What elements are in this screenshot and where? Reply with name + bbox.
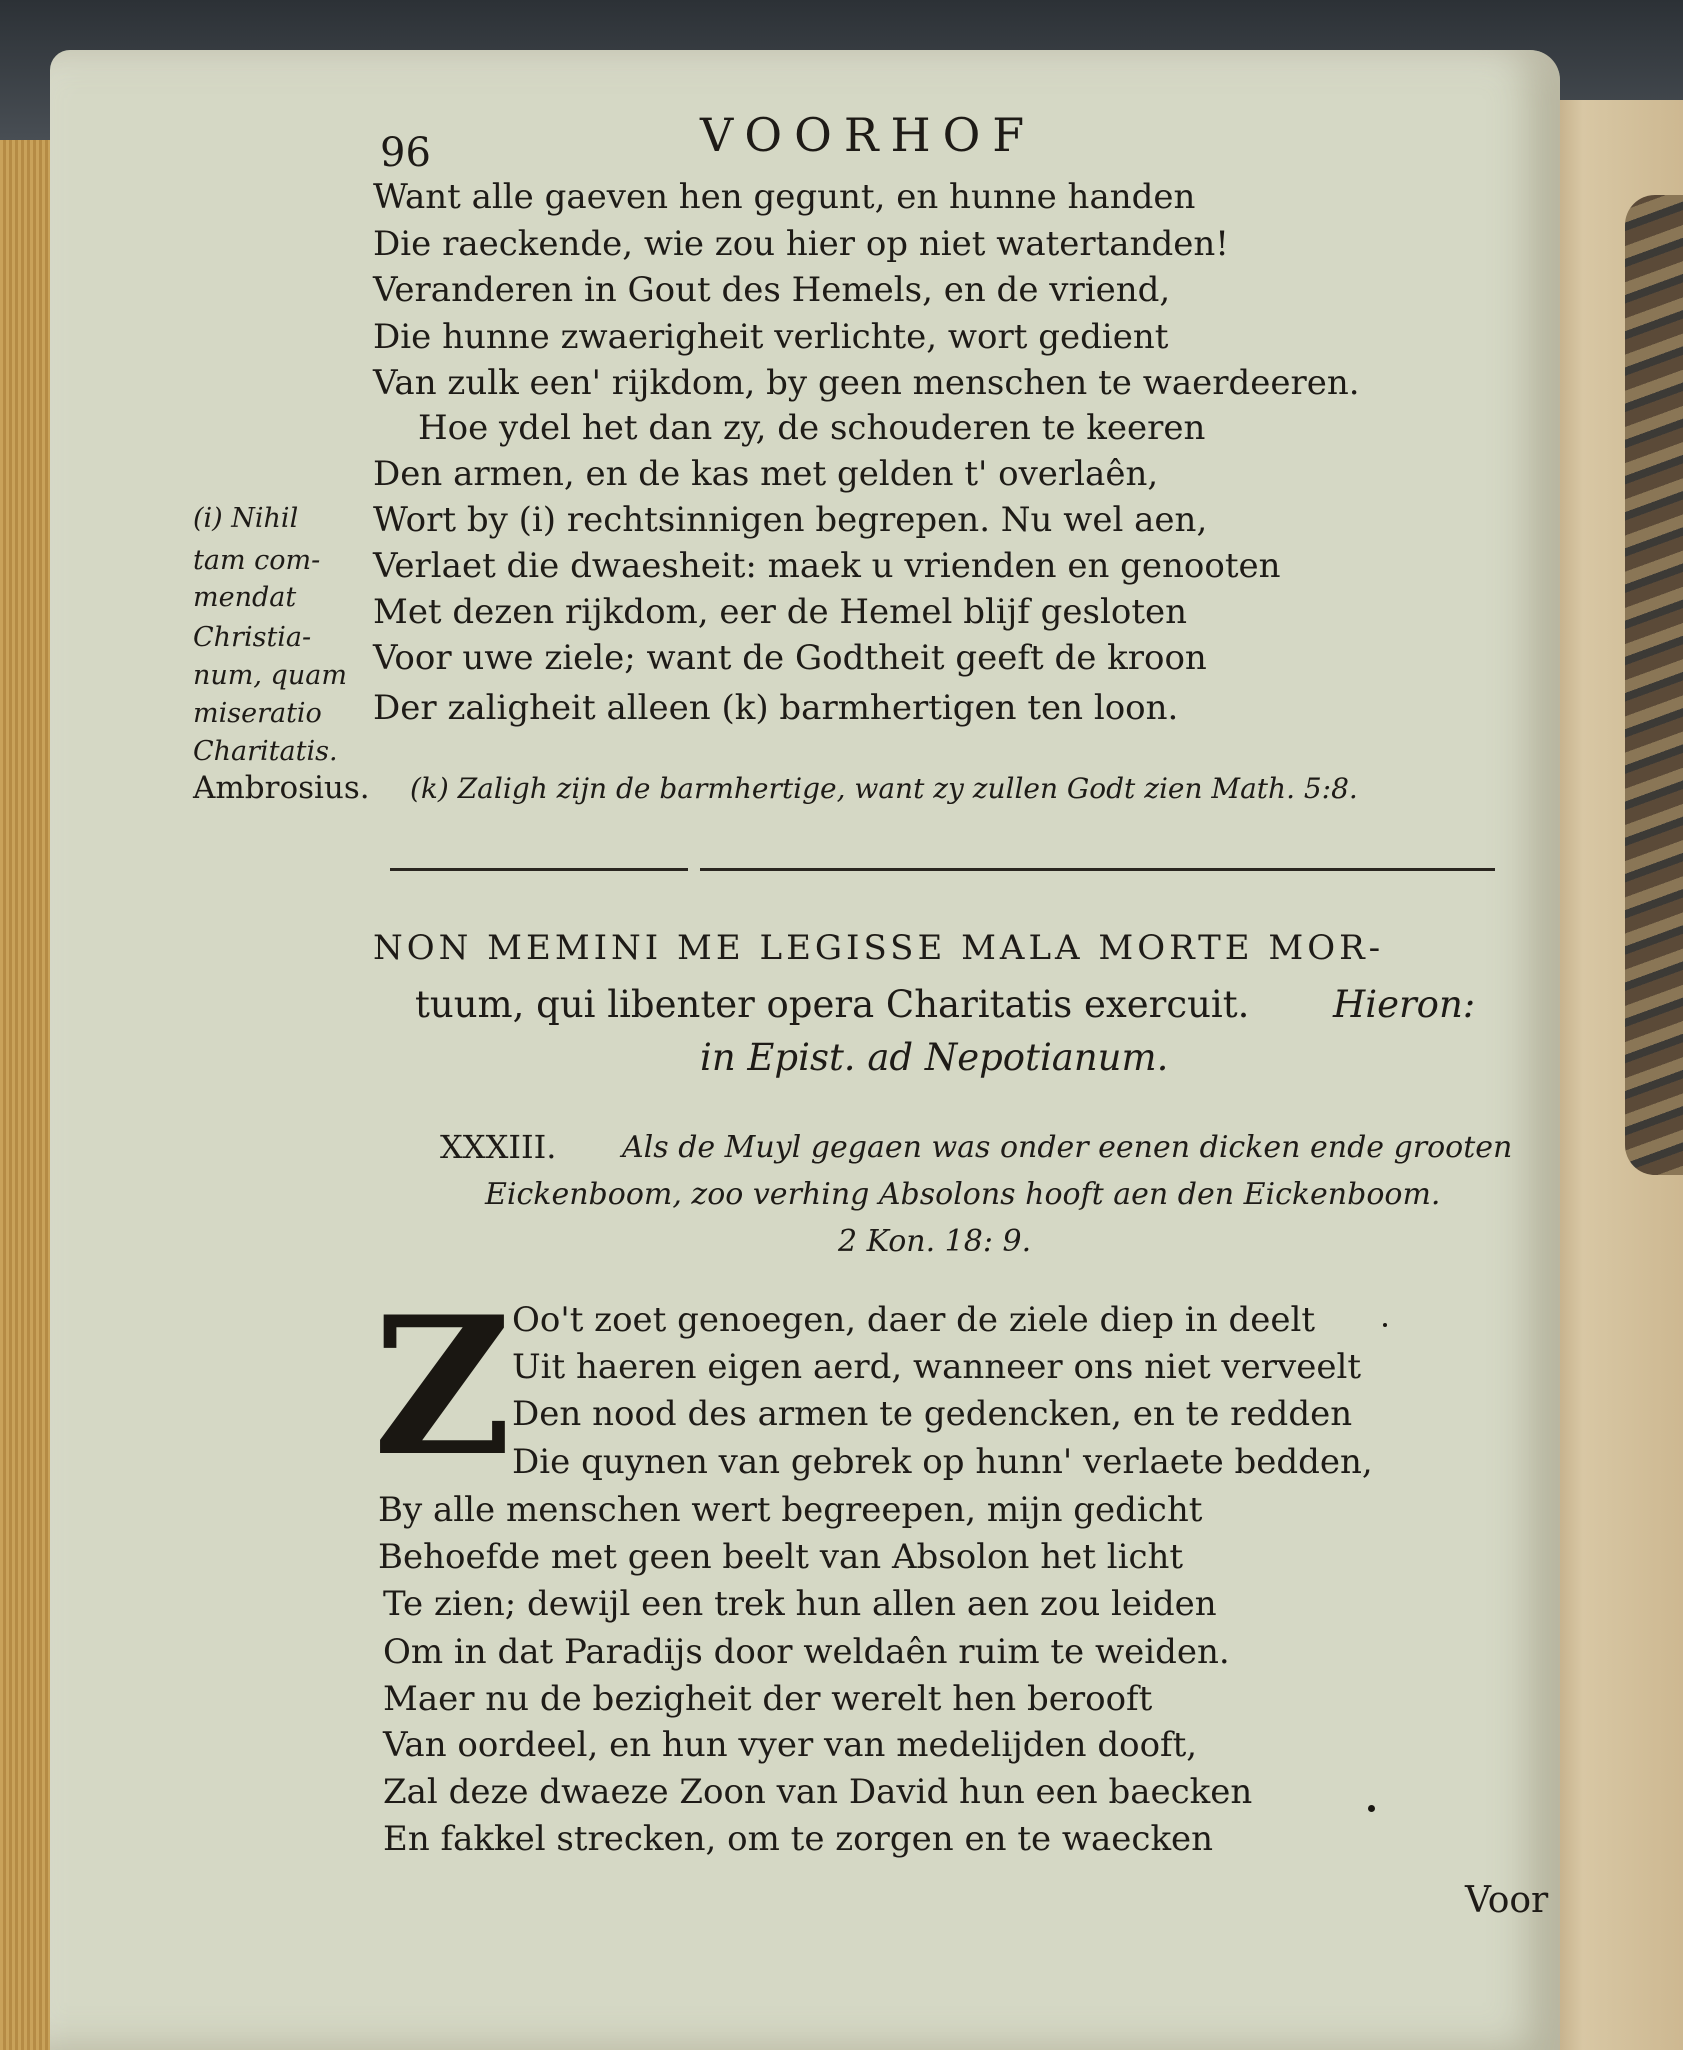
quote-line: tuum, qui libenter opera Charitatis exercuit. — [415, 983, 1250, 1026]
footnote: (k) Zaligh zijn de barmhertige, want zy zullen Godt zien Math. 5:8. — [410, 772, 1358, 805]
poem-line: Uit haeren eigen aerd, wanneer ons niet verveelt — [512, 1347, 1362, 1387]
poem-line: Want alle gaeven hen gegunt, en hunne handen — [373, 177, 1196, 217]
poem-line: Om in dat Paradijs door weldaên ruim te weiden. — [383, 1632, 1230, 1672]
poem-line: Van zulk een' rijkdom, by geen menschen te waerdeeren. — [373, 363, 1360, 403]
margin-note-line: miseratio — [193, 698, 322, 729]
poem-line: Wort by (i) rechtsinnigen begrepen. Nu wel aen, — [373, 500, 1208, 540]
poem-line: Die quynen van gebrek op hunn' verlaete bedden, — [512, 1442, 1373, 1482]
poem-line: Den armen, en de kas met gelden t' overlaên, — [373, 454, 1159, 494]
divider-rule — [390, 868, 688, 871]
emblem-number: XXXIII. — [440, 1128, 557, 1166]
poem-line: Veranderen in Gout des Hemels, en de vriend, — [373, 270, 1171, 310]
margin-note-line: tam com- — [193, 545, 321, 576]
poem-line: Voor uwe ziele; want de Godtheit geeft de kroon — [373, 638, 1207, 678]
quote-line: NON MEMINI ME LEGISSE MALA MORTE MOR- — [373, 928, 1385, 968]
catchword: Voor — [1465, 1880, 1549, 1921]
quote-reference: Hieron: — [1333, 983, 1476, 1026]
margin-note-line: Charitatis. — [193, 736, 338, 767]
poem-line: Zal deze dwaeze Zoon van David hun een baecken — [383, 1772, 1253, 1812]
facing-page-illustration — [1625, 195, 1683, 1175]
emblem-title-line: Eickenboom, zoo verhing Absolons hooft aen den Eickenboom. — [485, 1177, 1441, 1212]
running-head: VOORHOF — [700, 108, 1037, 162]
divider-rule — [700, 868, 1495, 871]
poem-line: Verlaet die dwaesheit: maek u vrienden en genooten — [373, 546, 1281, 586]
poem-line: Die hunne zwaerigheit verlichte, wort gedient — [373, 317, 1169, 357]
poem-line: Den nood des armen te gedencken, en te redden — [512, 1394, 1353, 1434]
poem-line: Hoe ydel het dan zy, de schouderen te keeren — [418, 408, 1206, 448]
margin-note-line: (i) Nihil — [193, 503, 299, 534]
poem-line: Van oordeel, en hun vyer van medelijden dooft, — [383, 1725, 1198, 1765]
poem-line: Maer nu de bezigheit der werelt hen berooft — [383, 1679, 1153, 1719]
book-page-edges — [0, 140, 55, 2050]
margin-note-line: num, quam — [193, 660, 347, 691]
page-number: 96 — [380, 130, 431, 176]
poem-line: En fakkel strecken, om te zorgen en te waecken — [383, 1819, 1214, 1859]
margin-note-line: Christia- — [193, 622, 312, 653]
drop-cap: Z — [373, 1275, 512, 1498]
quote-reference: in Epist. ad Nepotianum. — [700, 1036, 1169, 1079]
poem-line: Der zaligheit alleen (k) barmhertigen ten loon. — [373, 688, 1179, 728]
poem-line: By alle menschen wert begreepen, mijn gedicht — [378, 1490, 1203, 1530]
poem-line: Oo't zoet genoegen, daer de ziele diep in deelt — [512, 1300, 1315, 1340]
poem-line: Behoefde met geen beelt van Absolon het licht — [378, 1537, 1184, 1577]
ink-spot — [1368, 1805, 1375, 1812]
emblem-title-line: Als de Muyl gegaen was onder eenen dicken ende grooten — [622, 1130, 1513, 1165]
ink-spot — [1383, 1323, 1387, 1327]
margin-note-line: mendat — [193, 582, 297, 613]
poem-line: Te zien; dewijl een trek hun allen aen zou leiden — [383, 1584, 1217, 1624]
poem-line: Met dezen rijkdom, eer de Hemel blijf gesloten — [373, 592, 1188, 632]
poem-line: Die raeckende, wie zou hier op niet watertanden! — [373, 224, 1229, 264]
emblem-reference: 2 Kon. 18: 9. — [838, 1224, 1032, 1259]
margin-author: Ambrosius. — [193, 770, 370, 806]
